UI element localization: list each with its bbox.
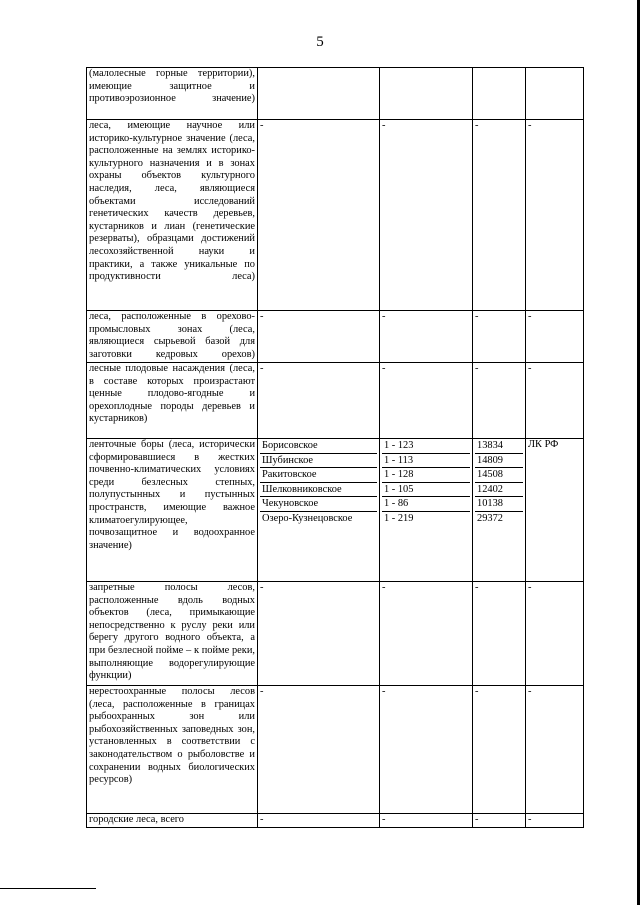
quarter-range: 1 - 219 bbox=[384, 512, 414, 524]
table-row bbox=[87, 68, 584, 120]
basis-cell: - bbox=[526, 363, 584, 439]
forest-name: Ракитовское bbox=[260, 468, 377, 483]
quarters-cell: - bbox=[380, 120, 473, 311]
area-cell: - bbox=[473, 120, 526, 311]
area-cell: - bbox=[473, 363, 526, 439]
area-value: 14508 bbox=[475, 468, 523, 483]
category-description: леса, расположенные в орехово-промысловых зонах (леса, являющиеся сырьевой базой для заготовки кедровых орехов) bbox=[87, 311, 258, 363]
forest-cell: - bbox=[258, 814, 380, 828]
category-description: (малолесные горные территории), имеющие защитное и противоэрозионное значение) bbox=[87, 68, 258, 120]
quarter-range: 1 - 128 bbox=[382, 468, 470, 483]
table-row bbox=[87, 582, 584, 686]
forest-cell: - bbox=[258, 363, 380, 439]
basis-cell: - bbox=[526, 311, 584, 363]
forest-name: Шубинское bbox=[260, 454, 377, 469]
forest-names-cell bbox=[258, 439, 380, 582]
quarters-cell: - bbox=[380, 311, 473, 363]
footnote-separator bbox=[0, 888, 96, 889]
table-row bbox=[87, 311, 584, 363]
forest-name: Шелковниковское bbox=[260, 483, 377, 498]
forest-name: Чекуновское bbox=[260, 497, 377, 512]
table-row bbox=[87, 439, 584, 582]
quarters-cell: - bbox=[380, 363, 473, 439]
table-row bbox=[87, 686, 584, 814]
area-value: 29372 bbox=[477, 512, 503, 524]
basis-cell: - bbox=[526, 120, 584, 311]
table-row bbox=[87, 814, 584, 828]
forest-cell bbox=[258, 68, 380, 120]
area-value: 12402 bbox=[475, 483, 523, 498]
quarters-cell: - bbox=[380, 686, 473, 814]
table-row bbox=[87, 120, 584, 311]
forest-name: Борисовское bbox=[260, 439, 377, 454]
forest-name: Озеро-Кузнецовское bbox=[262, 512, 353, 524]
page-number: 5 bbox=[316, 34, 324, 50]
areas-list-cell bbox=[473, 439, 526, 582]
quarter-range: 1 - 86 bbox=[382, 497, 470, 512]
quarter-range: 1 - 113 bbox=[382, 454, 470, 469]
area-cell: - bbox=[473, 686, 526, 814]
quarters-cell: - bbox=[380, 814, 473, 828]
basis-cell: - bbox=[526, 582, 584, 686]
forest-cell: - bbox=[258, 120, 380, 311]
area-cell: - bbox=[473, 582, 526, 686]
basis-cell: - bbox=[526, 686, 584, 814]
area-cell bbox=[473, 68, 526, 120]
forest-cell: - bbox=[258, 311, 380, 363]
category-description: леса, имеющие научное или историко-культурное значение (леса, расположенные на землях историко-культурного назначения и в зонах охраны объектов культурного наследия, леса, являющиеся объектами исследований генетических качеств деревьев, кустарников и лиан (генетические резерваты), образцами достижений лесохозяйственной науки и практики, а также уникальные по продуктивности леса) bbox=[87, 120, 258, 311]
category-description: ленточные боры (леса, исторически сформировавшиеся в жестких почвенно-климатических условиях среди безлесных степных, полупустынных и пустынных пространств, имеющие важное климатоегулирующее, почвозащитное и водоохранное значение) bbox=[87, 439, 258, 582]
area-cell: - bbox=[473, 311, 526, 363]
area-value: 14809 bbox=[475, 454, 523, 469]
table-row bbox=[87, 363, 584, 439]
category-description: лесные плодовые насаждения (леса, в составе которых произрастают ценные плодово-ягодные и орехоплодные породы деревьев и кустарников) bbox=[87, 363, 258, 439]
forest-cell: - bbox=[258, 582, 380, 686]
basis-cell: - bbox=[526, 814, 584, 828]
quarters-cell: - bbox=[380, 582, 473, 686]
basis-cell: ЛК РФ bbox=[526, 439, 584, 582]
forest-cell: - bbox=[258, 686, 380, 814]
forest-categories-table bbox=[86, 67, 584, 828]
area-value: 13834 bbox=[475, 439, 523, 454]
quarters-list-cell bbox=[380, 439, 473, 582]
area-value: 10138 bbox=[475, 497, 523, 512]
area-cell: - bbox=[473, 814, 526, 828]
quarters-cell bbox=[380, 68, 473, 120]
category-description: нерестоохранные полосы лесов (леса, расположенные в границах рыбоохранных зон или рыбохозяйственных заповедных зон, установленных в соответствии с законодательством о рыболовстве и сохранении водных биологических ресурсов) bbox=[87, 686, 258, 814]
basis-cell bbox=[526, 68, 584, 120]
quarter-range: 1 - 123 bbox=[382, 439, 470, 454]
quarter-range: 1 - 105 bbox=[382, 483, 470, 498]
category-description: городские леса, всего bbox=[87, 814, 258, 828]
category-description: запретные полосы лесов, расположенные вдоль водных объектов (леса, примыкающие непосредственно к руслу реки или берегу другого водного объекта, а при безлесной пойме – к пойме реки, выполняющие водорегулирующие функции) bbox=[87, 582, 258, 686]
